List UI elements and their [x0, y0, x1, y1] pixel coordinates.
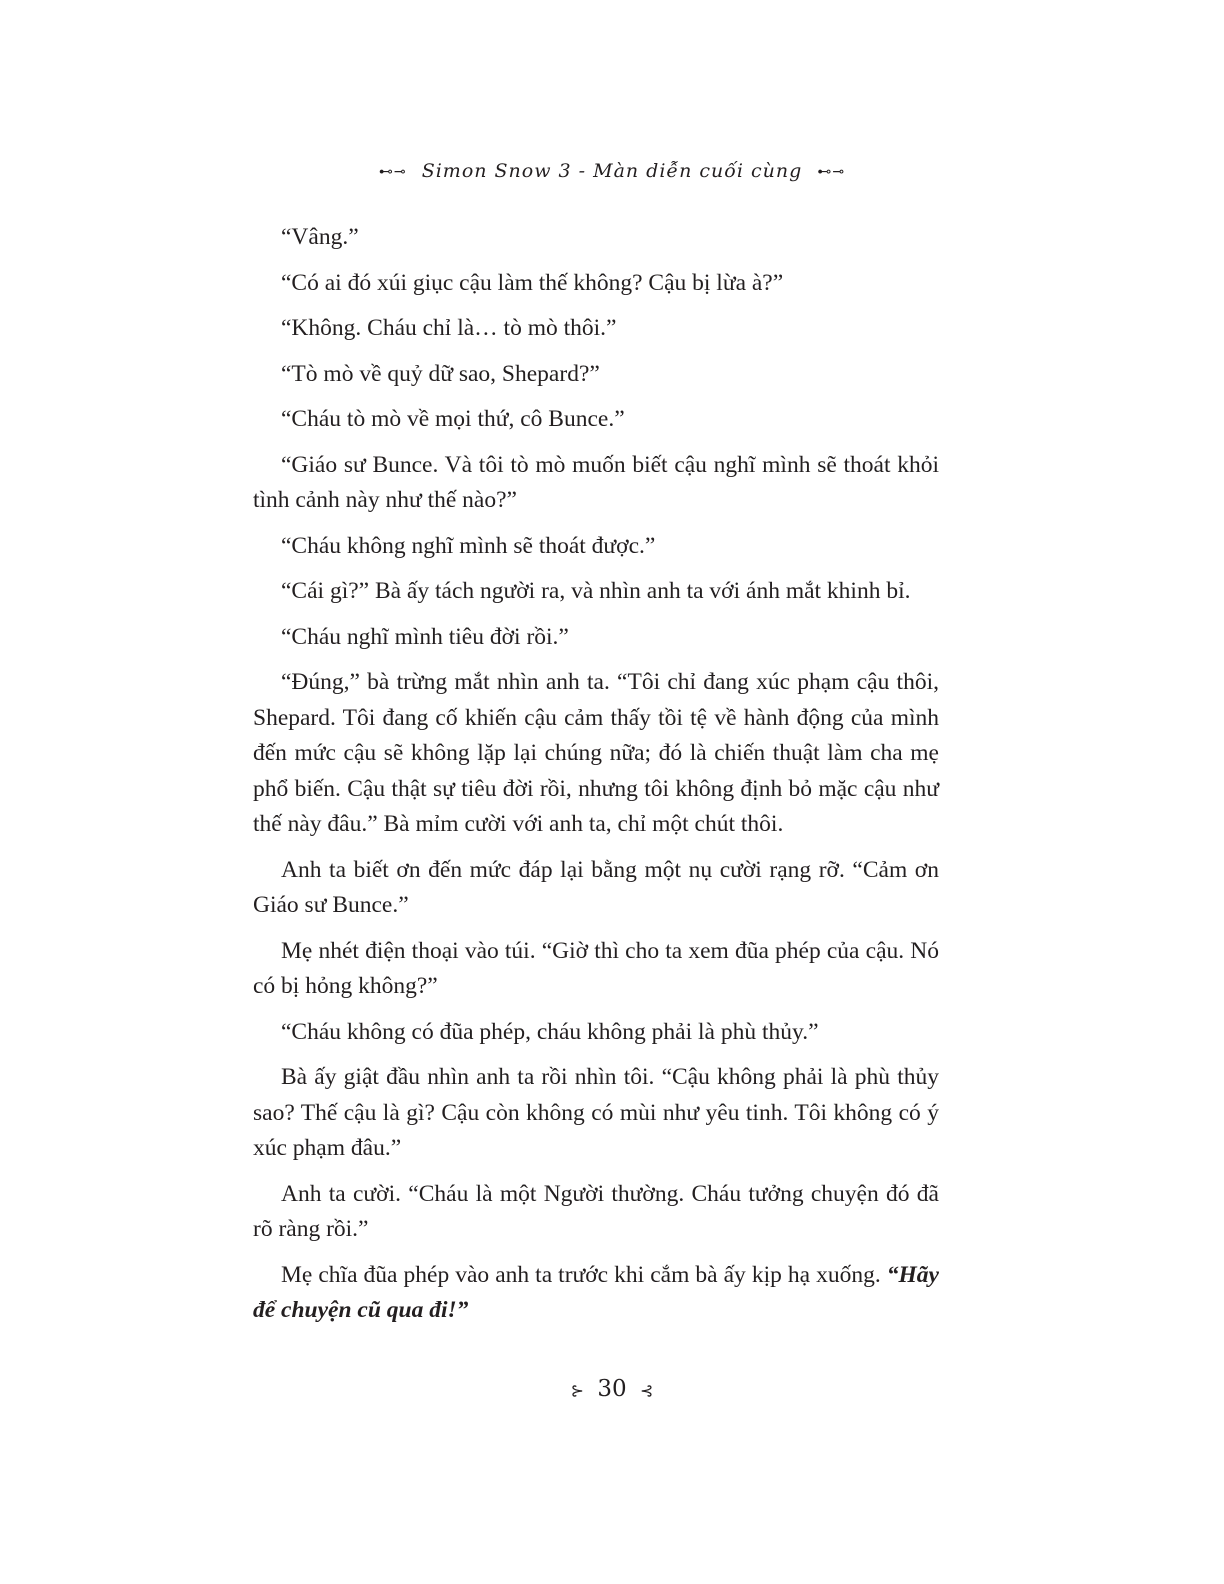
header-left-ornament: ⊷⊸	[378, 164, 407, 180]
paragraph: “Cháu không có đũa phép, cháu không phải là phù thủy.”	[281, 1018, 819, 1045]
footer-left-ornament: ⊱	[570, 1380, 585, 1400]
paragraph: “Giáo sư Bunce. Và tôi tò mò muốn biết cậu nghĩ mình sẽ thoát khỏi tình cảnh này như thế nào?”	[253, 451, 939, 513]
paragraph: “Tò mò về quỷ dữ sao, Shepard?”	[281, 360, 600, 387]
header-right-ornament: ⊷⊸	[817, 164, 846, 180]
running-header	[0, 160, 1224, 182]
paragraph: “Có ai đó xúi giục cậu làm thế không? Cậu bị lừa à?”	[281, 269, 784, 296]
page-number: 30	[597, 1376, 627, 1402]
paragraph: Anh ta biết ơn đến mức đáp lại bằng một nụ cười rạng rỡ. “Cảm ơn Giáo sư Bunce.”	[253, 856, 939, 918]
paragraph: Mẹ nhét điện thoại vào túi. “Giờ thì cho ta xem đũa phép của cậu. Nó có bị hỏng không?”	[253, 937, 939, 999]
paragraph: “Đúng,” bà trừng mắt nhìn anh ta. “Tôi chỉ đang xúc phạm cậu thôi, Shepard. Tôi đang cố khiến cậu cảm thấy tồi tệ về hành động của mình đến mức cậu sẽ không lặp lại chúng nữa; đó là chiến thuật làm cha mẹ phổ biến. Cậu thật sự tiêu đời rồi, nhưng tôi không định bỏ mặc cậu như thế này đâu.” Bà mỉm cười với anh ta, chỉ một chút thôi.	[253, 669, 939, 837]
final-paragraph-text: Mẹ chĩa đũa phép vào anh ta trước khi cắm bà ấy kịp hạ xuống.	[281, 1261, 887, 1288]
spell-incantation: “Hãy để chuyện cũ qua đi!”	[253, 1261, 939, 1323]
paragraph: “Cháu tò mò về mọi thứ, cô Bunce.”	[281, 406, 625, 432]
book-title: Simon Snow 3 - Màn diễn cuối cùng	[421, 160, 803, 182]
paragraph: “Không. Cháu chỉ là… tò mò thôi.”	[281, 315, 617, 341]
final-paragraph	[253, 1258, 939, 1329]
paragraph: “Cái gì?” Bà ấy tách người ra, và nhìn anh ta với ánh mắt khinh bỉ.	[281, 578, 911, 604]
paragraph: “Cháu nghĩ mình tiêu đời rồi.”	[281, 623, 569, 650]
footer-right-ornament: ⊰	[639, 1380, 654, 1400]
page-footer	[0, 1376, 1224, 1402]
paragraph: Anh ta cười. “Cháu là một Người thường. Cháu tưởng chuyện đó đã rõ ràng rồi.”	[253, 1180, 939, 1242]
paragraph: Bà ấy giật đầu nhìn anh ta rồi nhìn tôi. “Cậu không phải là phù thủy sao? Thế cậu là gì? Cậu còn không có mùi như yêu tinh. Tôi không có ý xúc phạm đâu.”	[253, 1064, 939, 1161]
paragraph: “Cháu không nghĩ mình sẽ thoát được.”	[281, 532, 656, 559]
paragraph: “Vâng.”	[281, 224, 359, 250]
body-text	[253, 220, 939, 1339]
